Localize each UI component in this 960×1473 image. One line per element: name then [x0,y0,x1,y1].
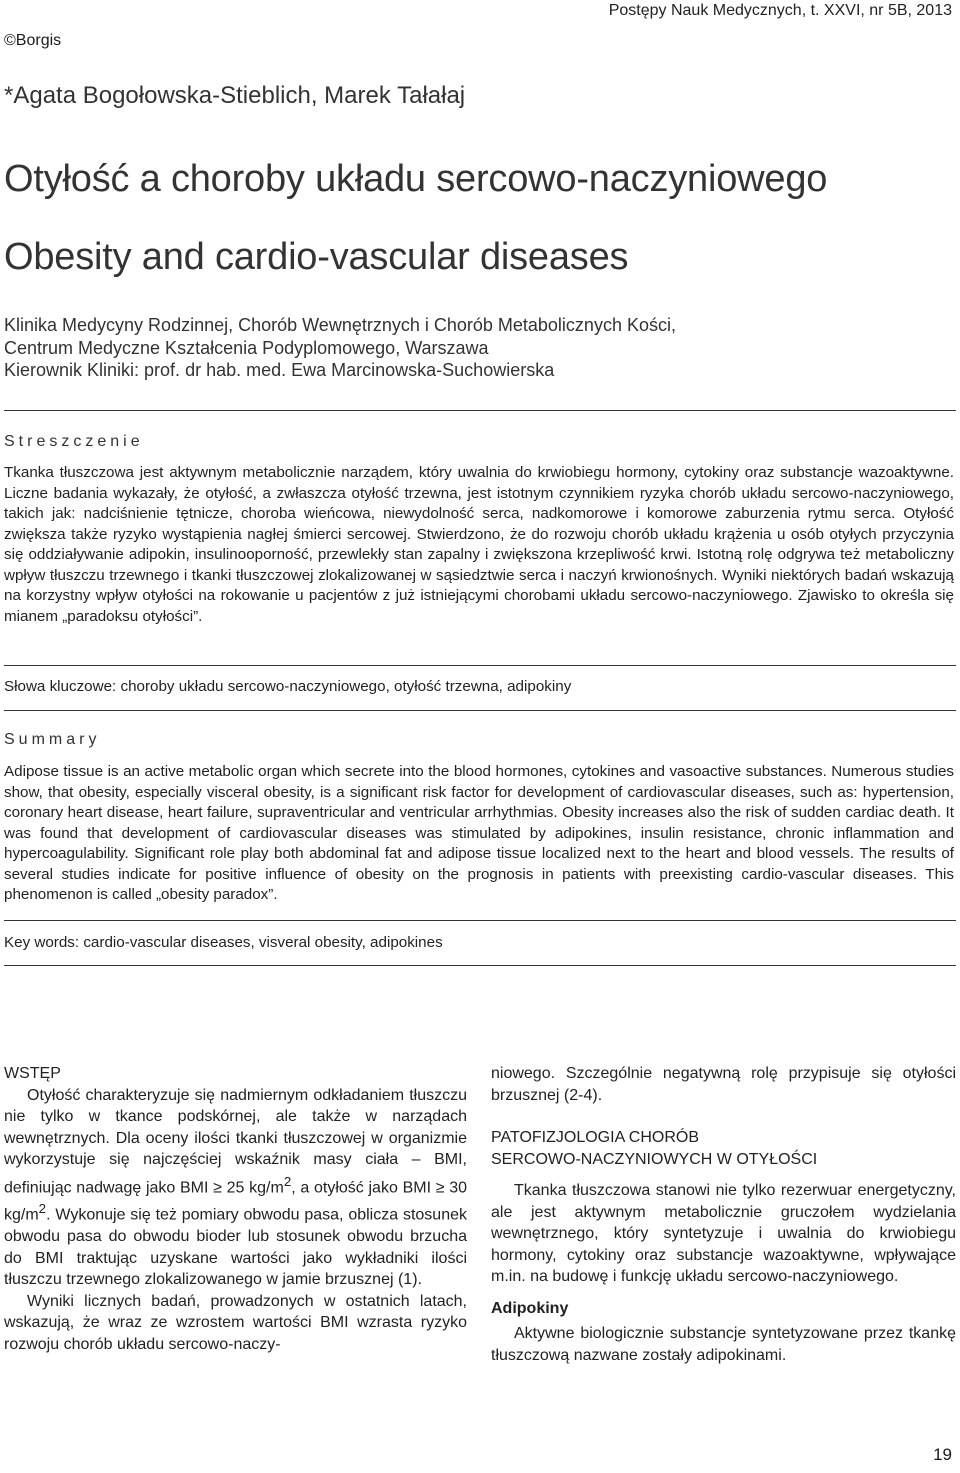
affiliation [4,314,676,382]
page-number: 19 [933,1445,952,1464]
body-column-left [4,1063,467,1355]
abstract-en-text: Adipose tissue is an active metabolic organ which secrete into the blood hormones, cytokines and vasoactive substances. Numerous studies show, that obesity, especially visceral obesity, is a significant risk factor for development of cardiovascular diseases, such as: hypertension, coronary heart disease, heart failure, supraventricular and ventricular arrhythmias. Obesity increases also the risk of sudden cardiac death. It was found that development of cardiovascular diseases was stimulated by adipokines, insulin resistance, chronic inflammation and hypercoagulability. Significant role play both abdominal fat and adipose tissue localized next to the heart and blood vessels. The results of several studies indicate for positive influence of obesity on the prognosis in patients with preexisting cardio-vascular diseases. This phenomenon is called „obesity paradox”. [4,763,954,903]
superscript: 2 [38,1201,47,1217]
section-heading-intro: WSTĘP [4,1065,61,1082]
abstract-en-heading: Summary [4,731,101,748]
heading-line: PATOFIZJOLOGIA CHORÓB [491,1129,700,1146]
divider [4,710,956,711]
keywords-en: Key words: cardio-vascular diseases, visveral obesity, adipokines [4,934,443,951]
abstract-pl-text: Tkanka tłuszczowa jest aktywnym metabolicznie narządem, który uwalnia do krwiobiegu hormony, cytokiny oraz substancje wazoaktywne. Liczne badania wykazały, że otyłość, a zwłaszcza otyłość trzewna, jest istotnym czynnikiem ryzyka chorób układu sercowo-naczyniowego, takich jak: nadciśnienie tętnicze, choroba wieńcowa, niewydolność serca, nadkomorowe i komorowe zaburzenia rytmu serca. Otyłość zwiększa także ryzyko wystąpienia nagłej śmierci sercowej. Stwierdzono, że do rozwoju chorób układu krążenia u osób otyłych przyczynia się oddziaływanie adipokin, insulinooporność, przewlekły stan zapalny i zwiększona krzepliwość krwi. Istotną rolę odgrywa też metaboliczny wpływ tłuszczu trzewnego i tkanki tłuszczowej zlokalizowanej w sąsiedztwie serca i naczyń krwionośnych. Wyniki niektórych badań wskazują na korzystny wpływ otyłości na rokowanie u pacjentów z już istniejącymi chorobami układu sercowo-naczyniowego. Zjawisko to określa się mianem „paradoksu otyłości”. [4,464,954,625]
body-column-right [491,1063,956,1366]
abstract-pl-heading: Streszczenie [4,433,144,450]
affiliation-line: Kierownik Kliniki: prof. dr hab. med. Ewa Marcinowska-Suchowierska [4,360,555,380]
paragraph: Wyniki licznych badań, prowadzonych w ostatnich latach, wskazują, że wraz ze wzrostem wartości BMI wzrasta ryzyko rozwoju chorób układu sercowo-naczy- [4,1292,467,1353]
divider [4,920,956,921]
title-english: Obesity and cardio-vascular diseases [4,236,629,278]
text-run: . Wykonuje się też pomiary obwodu pasa, oblicza stosunek obwodu pasa do obwodu bioder lub stosunek obwodu brzucha do BMI traktując uzyskane wartości jako wykładniki ilości tłuszczu trzewnego zlokalizowanego w jamie brzusznej (1). [4,1206,467,1289]
divider [4,410,956,411]
paragraph: niowego. Szczególnie negatywną rolę przypisuje się otyłości brzusznej (2-4). [491,1065,956,1104]
authors: *Agata Bogołowska-Stieblich, Marek Tałałaj [4,82,466,109]
title-polish: Otyłość a choroby układu sercowo-naczyniowego [4,158,828,200]
text-run: , a otyłość jako BMI ≥ 30 kg/m [4,1178,468,1224]
divider [4,665,956,666]
paragraph: Tkanka tłuszczowa stanowi nie tylko rezerwuar energetyczny, ale jest aktywnym metabolicznie gruczołem wydzielania wewnętrznego, który syntetyzuje i uwalnia do krwiobiegu hormony, cytokiny oraz substancje wazoaktywne, wpływające m.in. na budowę i funkcję układu sercowo-naczyniowego. [491,1182,956,1285]
affiliation-line: Centrum Medyczne Kształcenia Podyplomowego, Warszawa [4,337,489,358]
keywords-pl: Słowa kluczowe: choroby układu sercowo-naczyniowego, otyłość trzewna, adipokiny [4,678,572,695]
journal-citation: Postępy Nauk Medycznych, t. XXVI, nr 5B, 2013 [608,2,952,19]
paragraph [4,1085,467,1291]
publisher-mark: ©Borgis [4,32,62,49]
affiliation-line: Klinika Medycyny Rodzinnej, Chorób Wewnętrznych i Chorób Metabolicznych Kości, [4,315,676,335]
divider [4,965,956,966]
section-heading-pathophysiology [491,1127,956,1170]
paragraph: Aktywne biologicznie substancje syntetyzowane przez tkankę tłuszczową nazwane zostały adipokinami. [491,1325,956,1364]
heading-line: SERCOWO-NACZYNIOWYCH W OTYŁOŚCI [491,1150,818,1168]
subsection-heading-adipokines: Adipokiny [491,1299,569,1317]
text-run: Otyłość charakteryzuje się nadmiernym odkładaniem tłuszczu nie tylko w tkance podskórnej, ale także w narządach wewnętrznych. Dla oceny ilości tkanki tłuszczowej w organizmie wykorzystuje się najczęściej wskaźnik masy ciała – BMI, definiując nadwagę jako BMI ≥ 25 kg/m [4,1086,467,1196]
superscript: 2 [283,1173,292,1189]
